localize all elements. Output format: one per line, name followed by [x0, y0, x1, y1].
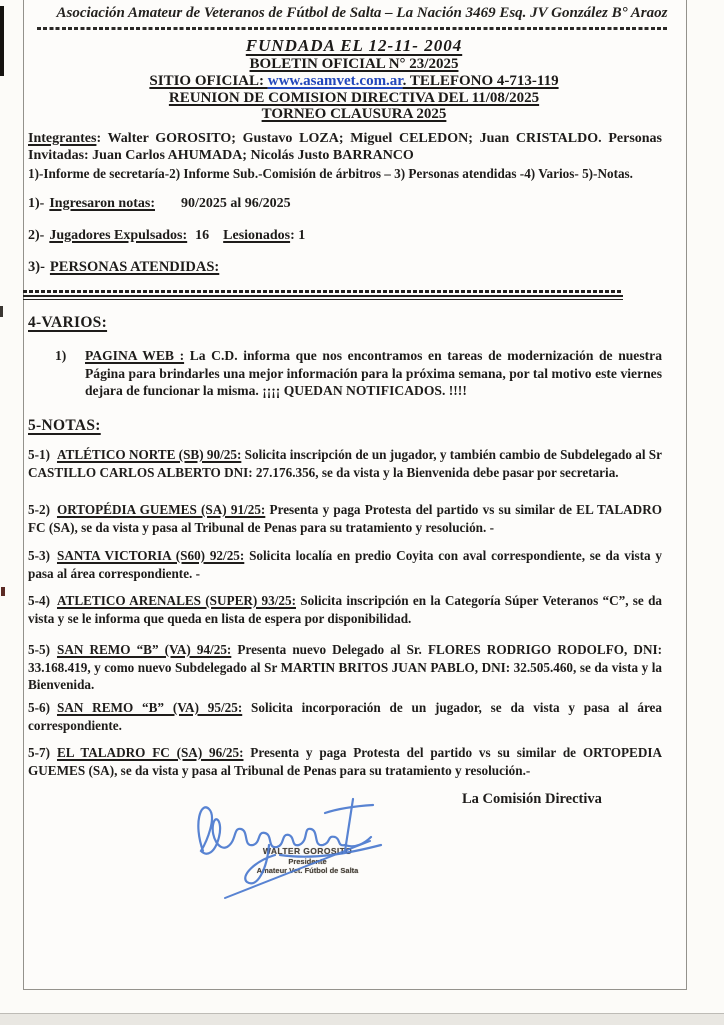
nota-item-4 [28, 592, 662, 627]
scan-artifact [1, 587, 5, 596]
agenda-line: 1)-Informe de secretaría-2) Informe Sub.-Comisión de árbitros – 3) Personas atendidas -4) Varios- 5)-Notas. [28, 166, 633, 181]
expelled-players-label: Jugadores Expulsados: [49, 228, 188, 243]
nota-number: 5-1) [28, 447, 50, 462]
nota-text: Presenta y paga Protesta del partido vs su similar de EL TALADRO FC (SA), se da vista y pasa al Tribunal de Penas para su tratamiento y resolución. - [28, 502, 662, 535]
nota-number: 5-3) [28, 548, 50, 563]
notes-received-item [28, 196, 662, 212]
nota-text: Presenta y paga Protesta del partido vs su similar de ORTOPEDIA GUEMES (SA), se da vista y pasa al Tribunal de Penas para su tratamiento y resolución.- [28, 745, 663, 778]
integrantes-names: : Walter GOROSITO; Gustavo LOZA; Miguel CELEDON; Juan CRISTALDO. Personas Invitadas: Juan Carlos AHUMADA; Nicolás Justo BARRANCO [28, 131, 662, 163]
bulletin-number-line: BOLETIN OFICIAL N° 23/2025 [249, 56, 459, 72]
committee-signoff: La Comisión Directiva [462, 791, 602, 807]
nota-text: Solicita localía en predio Coyita con aval correspondiente, se da vista y pasa al área correspondiente. - [28, 548, 663, 581]
scan-artifact [0, 306, 3, 317]
nota-title: ORTOPÉDIA GUEMES (SA) 91/25: [56, 502, 266, 517]
nota-title: SAN REMO “B” (VA) 94/25: [56, 642, 232, 657]
persons-attended-item [28, 259, 662, 276]
injured-players-label: Lesionados [223, 228, 291, 243]
pagina-web-label: PAGINA WEB : [85, 348, 185, 363]
notes-received-label: Ingresaron notas: [49, 196, 155, 211]
attendees-block [28, 130, 662, 182]
nota-title: ATLÉTICO NORTE (SB) 90/25: [56, 447, 242, 462]
separator-line-2 [23, 299, 623, 300]
nota-item-2 [28, 501, 662, 536]
tournament-line: TORNEO CLAUSURA 2025 [261, 106, 447, 123]
notas-heading: 5-NOTAS: [28, 417, 101, 434]
official-site-line [23, 74, 685, 90]
nota-number: 5-2) [28, 502, 50, 517]
notes-received-value: 90/2025 al 96/2025 [181, 196, 291, 211]
expelled-players-item [28, 228, 662, 244]
meeting-line: REUNION DE COMISION DIRECTIVA DEL 11/08/2025 [168, 89, 540, 106]
nota-text: Solicita incorporación de un jugador, se da vista y pasa al área correspondiente. [28, 700, 663, 733]
stamp-title: Presidente [288, 856, 327, 866]
attendees-paragraph [28, 130, 662, 164]
injured-players-value: : 1 [290, 228, 306, 243]
site-url-link[interactable]: www.asamvet.com.ar [267, 72, 403, 89]
varios-item-number: 1) [55, 348, 67, 363]
nota-number: 5-4) [28, 593, 50, 608]
scan-artifact [0, 6, 4, 76]
scanner-edge-strip [0, 1013, 724, 1025]
integrantes-label: Integrantes [28, 131, 97, 146]
stamp-org: Amateur Vet. Fútbol de Salta [256, 866, 359, 875]
nota-number: 5-7) [28, 745, 50, 760]
varios-heading: 4-VARIOS: [28, 314, 108, 331]
site-label: SITIO OFICIAL: [149, 72, 268, 89]
header-dashed-separator [37, 27, 668, 30]
item-number: 2)- [28, 228, 45, 243]
separator-line-1 [23, 295, 623, 297]
signature-image [185, 793, 405, 908]
section-separator [23, 290, 623, 300]
telephone-label: . TELEFONO 4-713-119 [402, 72, 559, 89]
nota-title: SAN REMO “B” (VA) 95/25: [56, 700, 243, 715]
item-number: 1)- [28, 196, 45, 211]
org-address-line: Asociación Amateur de Veteranos de Fútbol de Salta – La Nación 3469 Esq. JV González B° Araoz [56, 5, 668, 21]
expelled-players-value: 16 [195, 228, 210, 243]
nota-item-1 [28, 446, 662, 481]
nota-number: 5-5) [28, 642, 50, 657]
pagina-web-item [28, 347, 662, 400]
nota-item-3 [28, 547, 662, 582]
pagina-web-text: La C.D. informa que nos encontramos en tareas de modernización de nuestra Página para brindarles una mejor información para la próxima semana, por tal motivo este viernes dejara de funcionar la misma. ¡¡¡¡ QUEDAN NOTIFICADOS. !!!! [85, 348, 662, 398]
nota-item-7 [28, 744, 662, 779]
nota-title: SANTA VICTORIA (S60) 92/25: [56, 548, 245, 563]
founded-line: FUNDADA EL 12-11- 2004 [245, 36, 463, 55]
nota-title: EL TALADRO FC (SA) 96/25: [56, 745, 244, 760]
separator-dashes [23, 290, 623, 293]
document-title-block [23, 36, 685, 123]
nota-text: Solicita inscripción de un jugador, y también cambio de Subdelegado al Sr CASTILLO CARLOS ALBERTO DNI: 27.176.356, se da vista y la Bienvenida debe pasar por secretaria. [28, 447, 662, 480]
nota-text: Solicita inscripción en la Categoría Súper Veteranos “C”, se da vista y se le informa que queda en lista de espera por disponibilidad. [28, 593, 662, 626]
nota-text: Presenta nuevo Delegado al Sr. FLORES RODRIGO RODOLFO, DNI: 33.168.419, y como nuevo Subdelegado al Sr MARTIN BRITOS JUAN PABLO, DNI: 32.505.460, se da vista y la Bienvenida. [28, 642, 663, 692]
nota-item-6 [28, 699, 662, 734]
item-number: 3)- [28, 259, 45, 275]
nota-title: ATLETICO ARENALES (SUPER) 93/25: [56, 593, 296, 608]
persons-attended-label: PERSONAS ATENDIDAS: [49, 259, 220, 275]
nota-item-5 [28, 641, 662, 694]
stamp-name: WALTER GOROSITO [262, 846, 353, 856]
nota-number: 5-6) [28, 700, 50, 715]
